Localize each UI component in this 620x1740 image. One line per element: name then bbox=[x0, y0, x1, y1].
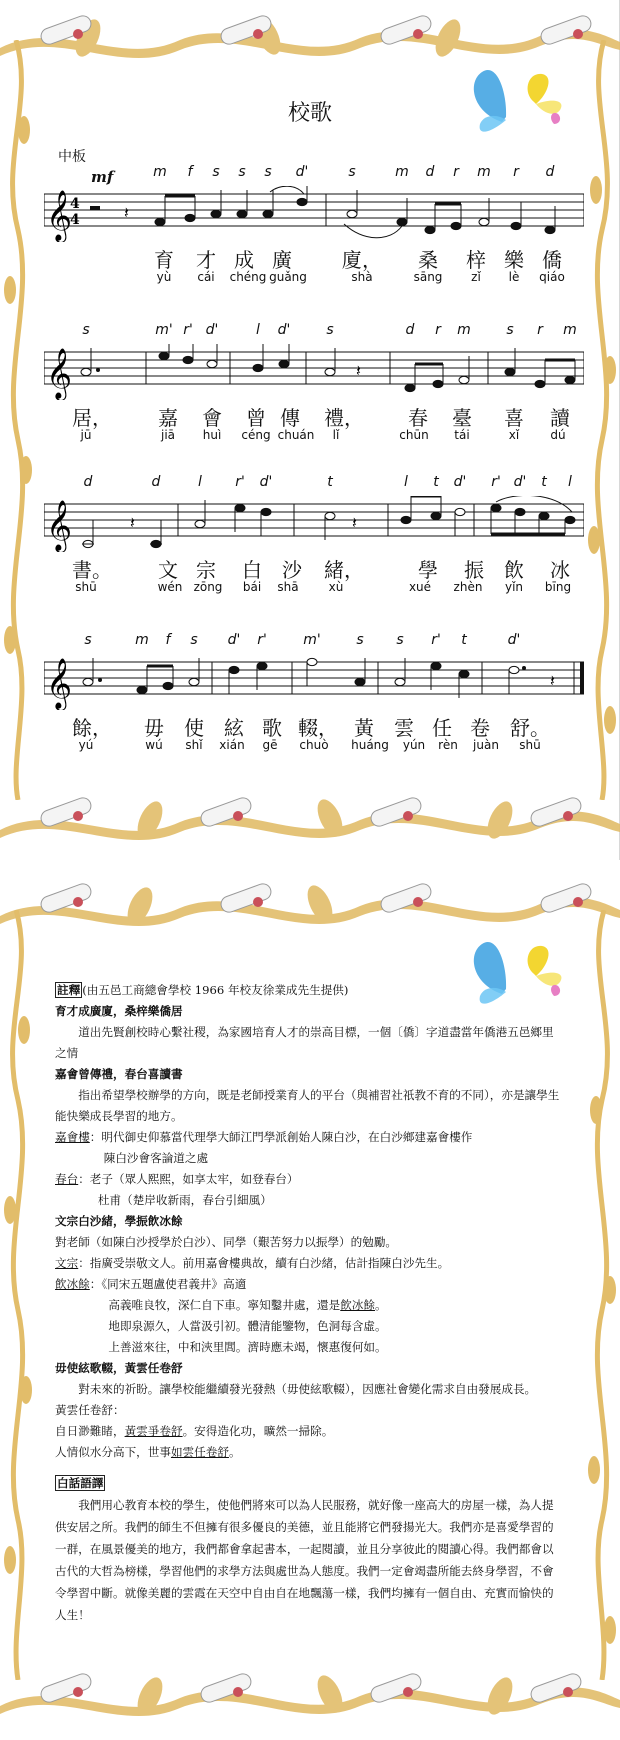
pinyin-syllable: shā bbox=[277, 580, 299, 594]
notes-panel bbox=[0, 870, 620, 1740]
pinyin-syllable: chéng bbox=[229, 270, 267, 284]
pinyin-syllable: chuán bbox=[277, 428, 315, 442]
lyrics-row bbox=[44, 712, 584, 740]
pinyin-syllable: céng bbox=[241, 428, 271, 442]
solfa-note: m bbox=[135, 632, 149, 648]
solfa-note: t bbox=[433, 474, 439, 490]
lyric-char: 廈， bbox=[342, 248, 382, 272]
pinyin-syllable: yù bbox=[156, 270, 172, 284]
annotation-body bbox=[55, 980, 565, 1626]
solfa-note: d' bbox=[513, 474, 527, 490]
lyrics-row bbox=[44, 554, 584, 582]
solfa-row bbox=[44, 474, 584, 492]
lyric-char: 白 bbox=[242, 558, 262, 582]
annotation-header bbox=[55, 980, 565, 1001]
solfa-note: t bbox=[461, 632, 467, 648]
pinyin-syllable: zǐ bbox=[471, 270, 481, 284]
pinyin-syllable: bīng bbox=[544, 580, 572, 594]
treble-clef-icon: 𝄞 bbox=[46, 658, 73, 709]
treble-clef-icon: 𝄞 bbox=[46, 500, 73, 551]
lyric-char: 成 bbox=[234, 248, 254, 272]
huangyun-label: 黃雲任卷舒： bbox=[55, 1403, 125, 1417]
svg-text:𝄽: 𝄽 bbox=[130, 513, 135, 532]
bottom-decorative-border bbox=[0, 790, 620, 860]
lyric-char: 文 bbox=[158, 558, 178, 582]
solfa-note: r' bbox=[257, 632, 267, 648]
lyrics-row bbox=[44, 402, 584, 430]
annotation-source: (由五邑工商總會學校 1966 年校友徐業成先生提供) bbox=[82, 983, 349, 997]
lyric-char: 會 bbox=[202, 406, 222, 430]
svg-text:𝄽: 𝄽 bbox=[356, 361, 361, 380]
lyric-char: 舒。 bbox=[510, 716, 550, 740]
solfa-note: s bbox=[82, 322, 90, 338]
pinyin-syllable: wén bbox=[157, 580, 183, 594]
solfa-note: f bbox=[187, 164, 193, 180]
solfa-note: m bbox=[395, 164, 409, 180]
quote-line-1: 自日渺難睹，黃雲爭卷舒。安得造化功，曠然一掃除。 bbox=[55, 1424, 334, 1438]
tempo-marking: 中板 bbox=[58, 149, 86, 165]
left-vine-border bbox=[0, 40, 40, 800]
lyric-char: 禮， bbox=[324, 406, 364, 430]
lyric-char: 讀 bbox=[550, 406, 570, 430]
lyric-char: 緒， bbox=[324, 558, 364, 582]
term-definition: ：老子（眾人熙熙，如享太牢，如登春台） bbox=[78, 1172, 299, 1186]
solfa-note: l bbox=[256, 322, 260, 338]
term-yinbing bbox=[55, 1274, 565, 1295]
music-staff bbox=[44, 344, 584, 400]
term-wenzong bbox=[55, 1253, 565, 1274]
verse-explanation-3: 對老師（如陳白沙授學於白沙）、同學（艱苦努力以振學）的勉勵。 bbox=[55, 1235, 398, 1249]
lyric-char: 絃 bbox=[224, 716, 244, 740]
lyrics-row bbox=[44, 244, 584, 272]
ribbon-icon bbox=[73, 29, 583, 39]
lyric-char: 喜 bbox=[504, 406, 524, 430]
solfa-note: r' bbox=[183, 322, 193, 338]
quote-line-2: 人情似水分高下，世事如雲任卷舒。 bbox=[55, 1445, 241, 1459]
pinyin-syllable: xián bbox=[219, 738, 245, 752]
solfa-note: l bbox=[568, 474, 572, 490]
solfa-row bbox=[44, 322, 584, 340]
pinyin-syllable: dú bbox=[550, 428, 566, 442]
solfa-note: d bbox=[545, 164, 555, 180]
staff-line-2 bbox=[44, 322, 584, 472]
lyric-char: 黃 bbox=[354, 716, 374, 740]
solfa-note: m bbox=[477, 164, 491, 180]
solfa-note: s bbox=[396, 632, 404, 648]
pinyin-row bbox=[44, 580, 584, 596]
term-chuntai bbox=[55, 1169, 565, 1190]
term-definition: ：《同宋五題盧使君義井》高適 bbox=[89, 1277, 247, 1291]
solfa-note: m' bbox=[155, 322, 173, 338]
solfa-note: d bbox=[405, 322, 415, 338]
lyric-char: 沙 bbox=[282, 558, 302, 582]
solfa-note: d bbox=[425, 164, 435, 180]
svg-text:𝄽: 𝄽 bbox=[550, 671, 555, 690]
lyric-char: 歌 bbox=[262, 716, 282, 740]
pinyin-syllable: xù bbox=[328, 580, 344, 594]
lyric-char: 任 bbox=[432, 716, 452, 740]
solfa-note: f bbox=[165, 632, 171, 648]
pinyin-syllable: juàn bbox=[473, 738, 499, 752]
lyric-char: 傳 bbox=[280, 406, 300, 430]
verse-heading-2: 嘉會曾傳禮，春台喜讀書 bbox=[55, 1067, 183, 1081]
solfa-note: r bbox=[453, 164, 459, 180]
lyric-char: 嘉 bbox=[158, 406, 178, 430]
pinyin-syllable: lǐ bbox=[332, 428, 340, 442]
lyric-char: 臺 bbox=[452, 406, 472, 430]
solfa-note: r bbox=[513, 164, 519, 180]
lyric-char: 才 bbox=[196, 248, 216, 272]
verse-heading-1: 育才成廣廈，桑梓樂僑居 bbox=[55, 1004, 183, 1018]
pinyin-syllable: xué bbox=[408, 580, 432, 594]
svg-text:4: 4 bbox=[70, 196, 80, 212]
solfa-note: s bbox=[238, 164, 246, 180]
lyric-char: 振 bbox=[464, 558, 484, 582]
lyric-char: 僑 bbox=[542, 248, 562, 272]
lyric-char: 餘， bbox=[72, 716, 112, 740]
pinyin-syllable: chuò bbox=[299, 738, 329, 752]
pinyin-syllable: sāng bbox=[413, 270, 443, 284]
verse-explanation-2: 指出希望學校辦學的方向，既是老師授業育人的平台（與補習社祇教不育的不同），亦是讓學生能快樂成長學習的地方。 bbox=[55, 1088, 560, 1123]
pinyin-syllable: yún bbox=[402, 738, 426, 752]
solfa-note: s bbox=[506, 322, 514, 338]
pinyin-syllable: shǐ bbox=[185, 738, 203, 752]
lyric-char: 使 bbox=[184, 716, 204, 740]
solfa-note: d bbox=[151, 474, 161, 490]
lyric-char: 育 bbox=[154, 248, 174, 272]
pinyin-syllable: jiā bbox=[160, 428, 176, 442]
pinyin-syllable: guǎng bbox=[269, 270, 307, 284]
lyric-char: 書。 bbox=[72, 558, 112, 582]
pinyin-syllable: jū bbox=[80, 428, 92, 442]
solfa-note: d' bbox=[205, 322, 219, 338]
solfa-note: d bbox=[83, 474, 93, 490]
pinyin-syllable: huáng bbox=[351, 738, 389, 752]
solfa-note: d' bbox=[453, 474, 467, 490]
right-vine-border bbox=[580, 910, 620, 1680]
poem-line-3: 上善滋來往，中和浹里閭。濟時應未竭，懷惠復何如。 bbox=[108, 1340, 387, 1354]
solfa-note: s bbox=[190, 632, 198, 648]
pinyin-syllable: tái bbox=[454, 428, 470, 442]
lyric-char: 梓 bbox=[466, 248, 486, 272]
pinyin-syllable: wú bbox=[145, 738, 163, 752]
solfa-note: l bbox=[198, 474, 202, 490]
solfa-note: r bbox=[435, 322, 441, 338]
vernacular-translation: 我們用心教育本校的學生，使他們將來可以為人民服務，就好像一座高大的房屋一樣，為人提供安居之所。我們的師生不但擁有很多優良的美德，並且能將它們發揚光大。我們亦是喜愛學習的一群，在風景優美的地方，我們都會拿起書本，一起閱讀，並且分享彼此的閱讀心得。我們都會以古代的大哲為榜樣，學習他們的求學方法與處世為人態度。我們一定會竭盡所能去終身學習，不會令學習中斷。就像美麗的雲霞在天空中自由自在地飄蕩一樣，我們均擁有一個自由、充實而愉快的人生！ bbox=[55, 1498, 554, 1622]
term-label: 文宗 bbox=[55, 1256, 79, 1270]
lyric-char: 春 bbox=[408, 406, 428, 430]
pinyin-syllable: yú bbox=[78, 738, 94, 752]
pinyin-syllable: zōng bbox=[193, 580, 223, 594]
solfa-note: s bbox=[84, 632, 92, 648]
solfa-note: s bbox=[326, 322, 334, 338]
treble-clef-icon: 𝄞 bbox=[46, 348, 73, 399]
svg-text:𝄽: 𝄽 bbox=[352, 513, 357, 532]
solfa-note: r' bbox=[491, 474, 501, 490]
verse-explanation-1: 道出先賢創校時心繫社稷，為家國培育人才的崇高目標，一個〔僑〕字道盡當年僑港五邑鄉里之情 bbox=[55, 1025, 554, 1060]
music-staff bbox=[44, 496, 584, 552]
solfa-note: r' bbox=[235, 474, 245, 490]
lyric-char: 學 bbox=[418, 558, 438, 582]
left-vine-border bbox=[0, 910, 40, 1680]
staff-line-4 bbox=[44, 632, 584, 782]
pinyin-row bbox=[44, 270, 584, 286]
solfa-row bbox=[44, 632, 584, 650]
verse-heading-4: 毋使絃歌輟，黃雲任卷舒 bbox=[55, 1361, 183, 1375]
solfa-note: l bbox=[404, 474, 408, 490]
bottom-decorative-border bbox=[0, 1666, 620, 1736]
dynamic-marking: mf bbox=[91, 168, 114, 186]
lyric-char: 冰 bbox=[550, 558, 570, 582]
staff-line-1 bbox=[44, 164, 584, 314]
pinyin-syllable: gē bbox=[262, 738, 278, 752]
term-jiahui-cont: 陳白沙會客論道之處 bbox=[103, 1151, 209, 1165]
solfa-note: t bbox=[327, 474, 333, 490]
music-staff bbox=[44, 186, 584, 242]
pinyin-syllable: lè bbox=[508, 270, 520, 284]
solfa-note: m bbox=[457, 322, 471, 338]
pinyin-syllable: cái bbox=[197, 270, 215, 284]
solfa-note: m bbox=[563, 322, 577, 338]
scroll-icon bbox=[39, 14, 593, 47]
pinyin-syllable: chūn bbox=[399, 428, 429, 442]
svg-text:4: 4 bbox=[70, 212, 80, 228]
staff-line-3 bbox=[44, 474, 584, 624]
lyric-char: 樂 bbox=[504, 248, 524, 272]
lyric-char: 居， bbox=[72, 406, 112, 430]
solfa-note: d' bbox=[227, 632, 241, 648]
lyric-char: 宗 bbox=[196, 558, 216, 582]
solfa-note: d' bbox=[277, 322, 291, 338]
lyric-char: 廣 bbox=[272, 248, 292, 272]
lyric-char: 卷 bbox=[470, 716, 490, 740]
poem-line-1: 高義唯良牧，深仁自下車。寧知鑿井處，還是飲冰餘。 bbox=[108, 1298, 387, 1312]
music-staff bbox=[44, 654, 584, 710]
solfa-note: s bbox=[264, 164, 272, 180]
lyric-char: 輟， bbox=[298, 716, 338, 740]
solfa-note: s bbox=[212, 164, 220, 180]
term-label: 春台 bbox=[55, 1172, 79, 1186]
vernacular-header bbox=[55, 1473, 565, 1494]
term-chuntai-cont: 杜甫（楚岸收新雨，春台引細風） bbox=[97, 1193, 272, 1207]
term-label: 嘉會樓 bbox=[55, 1130, 90, 1144]
poem-line-2: 地即泉源久，人當汲引初。體清能鑒物，色洞每含虛。 bbox=[108, 1319, 387, 1333]
song-panel bbox=[0, 0, 620, 860]
treble-clef-icon: 𝄞 bbox=[46, 190, 73, 241]
solfa-note: r bbox=[537, 322, 543, 338]
vernacular-label: 白話語譯 bbox=[57, 1476, 104, 1490]
annotation-label: 註釋 bbox=[57, 983, 81, 997]
pinyin-row bbox=[44, 738, 584, 754]
pinyin-syllable: zhèn bbox=[453, 580, 483, 594]
svg-text:𝄽: 𝄽 bbox=[124, 203, 129, 222]
solfa-note: m' bbox=[303, 632, 321, 648]
lyric-char: 曾 bbox=[246, 406, 266, 430]
pinyin-syllable: xǐ bbox=[508, 428, 520, 442]
solfa-note: s bbox=[348, 164, 356, 180]
pinyin-syllable: yǐn bbox=[504, 580, 524, 594]
lyric-char: 飲 bbox=[504, 558, 524, 582]
solfa-note: r' bbox=[431, 632, 441, 648]
pinyin-syllable: shū bbox=[519, 738, 541, 752]
pinyin-row bbox=[44, 428, 584, 444]
pinyin-syllable: bái bbox=[242, 580, 262, 594]
pinyin-syllable: shà bbox=[351, 270, 373, 284]
lyric-char: 桑 bbox=[418, 248, 438, 272]
verse-explanation-4: 對未來的祈盼。讓學校能繼續發光發熱（毋使絃歌輟），因應社會變化需求自由發展成長。 bbox=[78, 1382, 537, 1396]
solfa-note: d' bbox=[507, 632, 521, 648]
term-jiahui bbox=[55, 1127, 565, 1148]
right-vine-border bbox=[580, 40, 620, 800]
solfa-note: m bbox=[153, 164, 167, 180]
solfa-note: s bbox=[356, 632, 364, 648]
lyric-char: 雲 bbox=[394, 716, 414, 740]
term-definition: ：明代御史仰慕當代理學大師江門學派創始人陳白沙，在白沙鄉建嘉會樓作 bbox=[89, 1130, 473, 1144]
verse-heading-3: 文宗白沙緒，學振飲冰餘 bbox=[55, 1214, 183, 1228]
lyric-char: 毋 bbox=[144, 716, 164, 740]
term-label: 飲冰餘 bbox=[55, 1277, 90, 1291]
pinyin-syllable: shū bbox=[75, 580, 97, 594]
pinyin-syllable: rèn bbox=[438, 738, 458, 752]
solfa-note: t bbox=[541, 474, 547, 490]
solfa-note: d' bbox=[295, 164, 309, 180]
term-definition: ：指廣受崇敬文人。前用嘉會樓典故，續有白沙緒，估計指陳白沙先生。 bbox=[78, 1256, 450, 1270]
solfa-note: d' bbox=[259, 474, 273, 490]
pinyin-syllable: huì bbox=[202, 428, 222, 442]
song-title: 校歌 bbox=[287, 101, 332, 126]
solfa-row bbox=[44, 164, 584, 182]
pinyin-syllable: qiáo bbox=[539, 270, 565, 284]
